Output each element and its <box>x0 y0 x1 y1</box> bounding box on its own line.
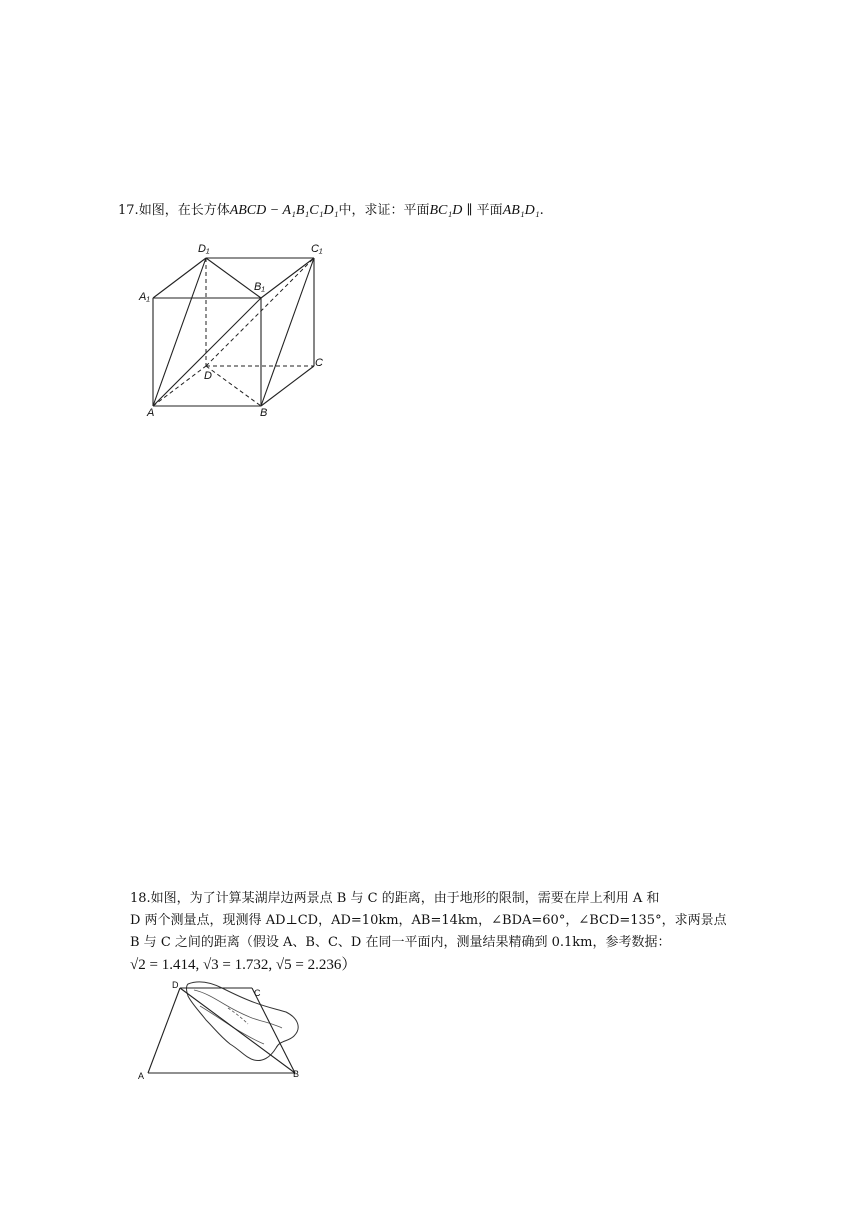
period: . <box>539 203 544 218</box>
question-18 <box>130 888 740 976</box>
edge-a1d1 <box>153 258 206 298</box>
label-d: D <box>204 370 212 382</box>
label-a: A <box>147 407 155 419</box>
hidden-edge-ad <box>153 366 206 406</box>
question-line-3: B 与 C 之间的距离（假设 A、B、C、D 在同一平面内，测量结果精确到 0.1km，参考数据： <box>130 935 671 950</box>
edge-b1c1 <box>261 258 314 298</box>
hidden-diagonal-dc1 <box>206 258 314 366</box>
diagonal-ab1 <box>153 298 261 406</box>
label-d: D <box>172 980 179 990</box>
diagonal-d1b1 <box>206 258 261 298</box>
label-c1: C₁ <box>311 243 323 255</box>
question-17 <box>118 200 758 222</box>
label-c: C <box>254 988 261 998</box>
plane-word: 平面 <box>476 203 503 218</box>
lake-figure <box>130 978 310 1082</box>
reference-data: √2 = 1.414, √3 = 1.732, √5 = 2.236） <box>130 957 357 973</box>
solid-name: ABCD − A₁B₁C₁D₁ <box>229 203 339 218</box>
plane-ab1d1: AB₁D₁ <box>502 203 540 218</box>
label-a1: A₁ <box>139 291 150 303</box>
hidden-diagonal-bd <box>206 366 261 406</box>
parallel-symbol: ∥ <box>466 203 473 218</box>
lake-shape <box>187 982 299 1061</box>
label-b: B <box>293 1069 300 1079</box>
question-text: 中，求证：平面 <box>338 203 430 218</box>
label-b1: B₁ <box>254 281 265 293</box>
diagonal-ad1 <box>153 258 206 406</box>
label-d1: D₁ <box>198 243 210 255</box>
lake-contour-3 <box>228 1008 248 1024</box>
label-a: A <box>138 1071 145 1081</box>
lake-contour-2 <box>200 1006 264 1044</box>
question-line-1: 18.如图，为了计算某湖岸边两景点 B 与 C 的距离，由于地形的限制，需要在岸上利用 A 和 <box>130 891 660 906</box>
edge-bc <box>261 366 314 406</box>
question-line-2: D 两个测量点，现测得 AD⊥CD，AD=10km，AB=14km，∠BDA=60°，∠BCD=135°，求两景点 <box>130 913 727 928</box>
segment-db <box>180 988 295 1073</box>
segment-ad <box>148 988 180 1073</box>
question-number: 17. <box>118 203 139 218</box>
plane-bc1d: BC₁D <box>429 203 463 218</box>
cuboid-figure <box>136 238 336 424</box>
question-text: 如图，在长方体 <box>138 203 230 218</box>
diagonal-bc1 <box>261 258 314 406</box>
label-c: C <box>315 357 323 369</box>
label-b: B <box>260 407 268 419</box>
